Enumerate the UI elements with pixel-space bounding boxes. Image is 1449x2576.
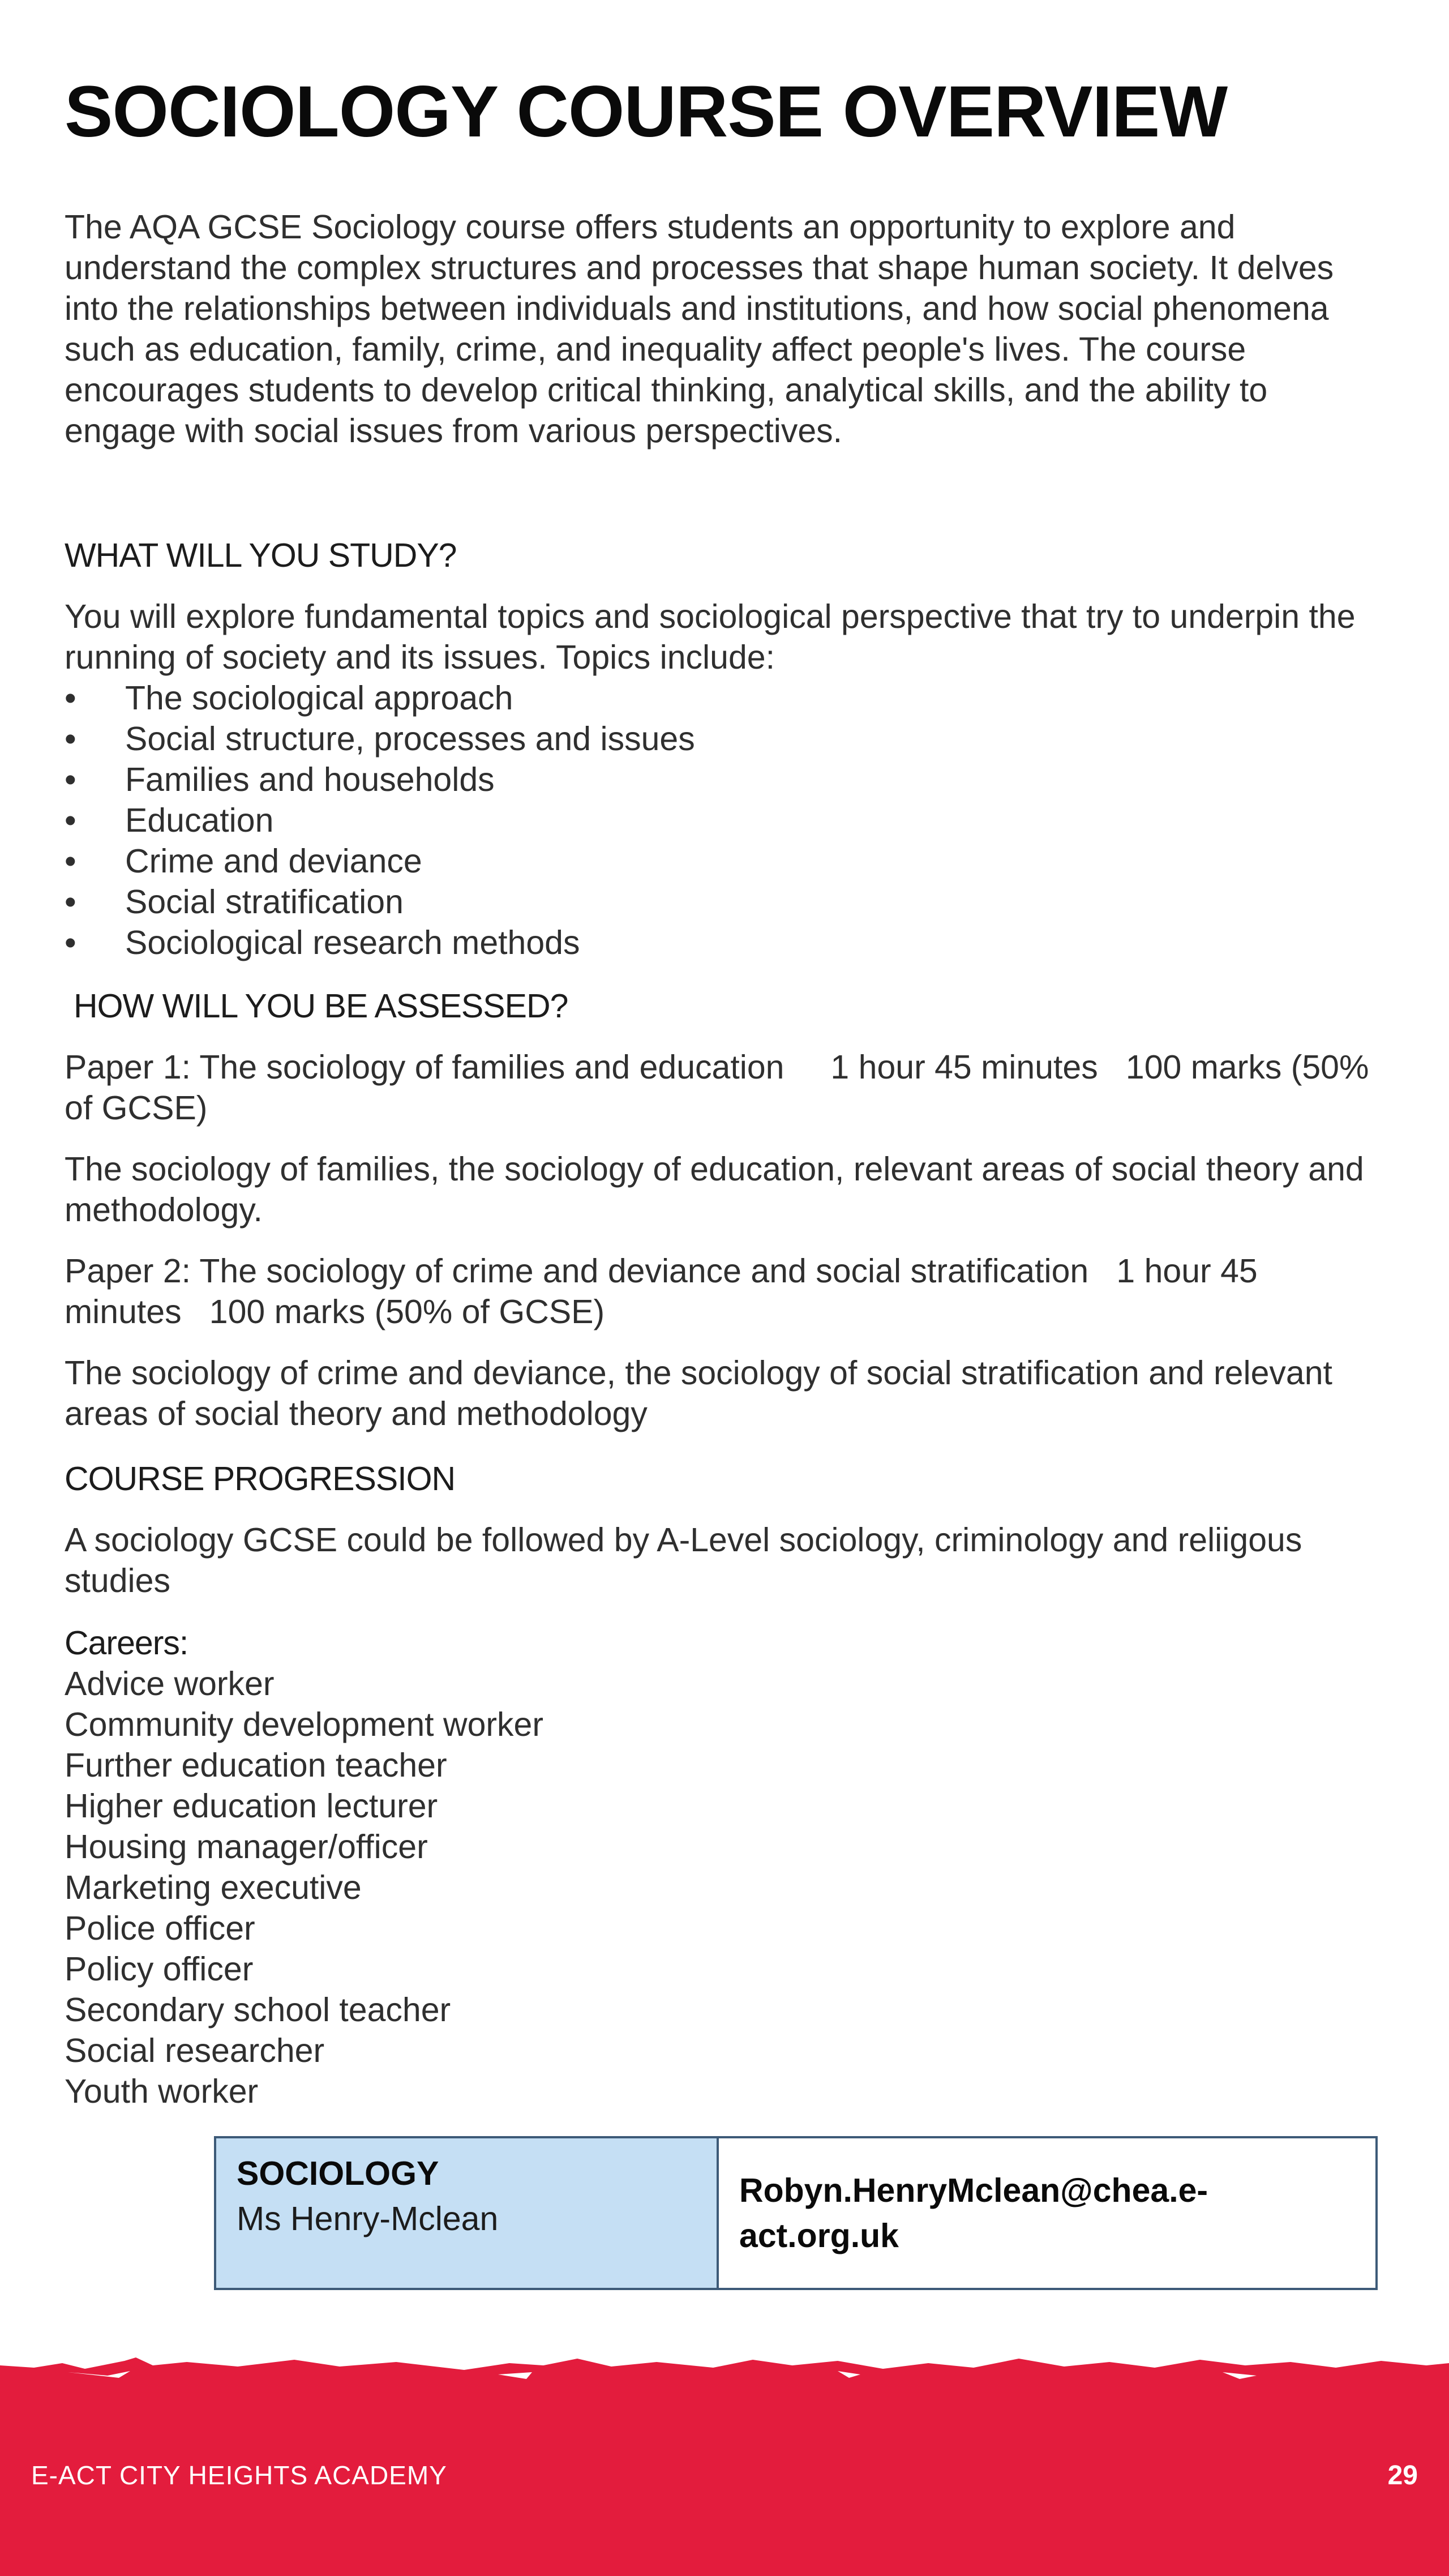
progression-section — [65, 1458, 1383, 1601]
topics-list — [65, 678, 1383, 963]
list-item: • Education — [65, 800, 1383, 841]
list-item: Police officer — [65, 1910, 255, 1947]
contact-email[interactable]: Robyn.HenryMclean@chea.e-act.org.uk — [739, 2172, 1208, 2254]
list-item: Further education teacher — [65, 1747, 447, 1784]
list-item: Housing manager/officer — [65, 1828, 428, 1865]
contact-subject-cell — [216, 2138, 719, 2288]
list-item: Secondary school teacher — [65, 1991, 451, 2029]
contact-subject: SOCIOLOGY — [237, 2155, 439, 2192]
study-heading: WHAT WILL YOU STUDY? — [65, 537, 457, 574]
bullet-icon: • — [65, 679, 76, 717]
contact-teacher: Ms Henry-Mclean — [237, 2200, 499, 2237]
list-item: • Crime and deviance — [65, 841, 1383, 882]
careers-heading: Careers: — [65, 1624, 188, 1662]
bullet-icon: • — [65, 924, 76, 961]
bullet-icon: • — [65, 802, 76, 839]
careers-list — [65, 1663, 1383, 2112]
paper2-text: Paper 2: The sociology of crime and deviance and social stratification 1 hour 45 minutes 100 marks (50% of GCSE) — [65, 1252, 1267, 1330]
list-item: • Families and households — [65, 759, 1383, 800]
page-number: 29 — [1387, 2461, 1418, 2491]
paper2-description: The sociology of crime and deviance, the sociology of social stratification and relevant areas of social theory and methodology — [65, 1354, 1332, 1432]
contact-table — [214, 2136, 1378, 2290]
bullet-icon: • — [65, 761, 76, 798]
careers-section — [65, 1623, 1383, 2112]
study-text: You will explore fundamental topics and sociological perspective that try to underpin the running of society and its issues. Topics include: — [65, 598, 1356, 676]
list-item: Higher education lecturer — [65, 1787, 438, 1825]
list-item: Youth worker — [65, 2073, 259, 2110]
assessment-heading: HOW WILL YOU BE ASSESSED? — [74, 987, 568, 1025]
bullet-icon: • — [65, 883, 76, 921]
list-item: • Social stratification — [65, 882, 1383, 922]
paper1-text: Paper 1: The sociology of families and education 1 hour 45 minutes 100 marks (50% of GCSE) — [65, 1049, 1378, 1127]
intro-text: The AQA GCSE Sociology course offers students an opportunity to explore and understand the complex structures and processes that shape human society. It delves into the relationships between individuals and institutions, and how social phenomena such as education, family, crime, and inequality affect people's lives. The course encourages students to develop critical thinking, analytical skills, and the ability to engage with social issues from various perspectives. — [65, 208, 1334, 450]
list-item: Advice worker — [65, 1665, 275, 1702]
progression-heading: COURSE PROGRESSION — [65, 1460, 456, 1497]
list-item: Policy officer — [65, 1950, 254, 1988]
intro-paragraph — [65, 207, 1383, 451]
list-item: • Sociological research methods — [65, 922, 1383, 963]
list-item: • The sociological approach — [65, 678, 1383, 718]
study-section — [65, 535, 1383, 963]
paper1-description: The sociology of families, the sociology of education, relevant areas of social theory and methodology. — [65, 1150, 1364, 1229]
list-item: Community development worker — [65, 1706, 543, 1743]
footer-school-name: E-ACT CITY HEIGHTS ACADEMY — [31, 2461, 447, 2490]
bullet-icon: • — [65, 720, 76, 758]
contact-email-cell — [719, 2138, 1375, 2288]
progression-text: A sociology GCSE could be followed by A-Level sociology, criminology and reliigous studies — [65, 1521, 1302, 1599]
page-title: SOCIOLOGY COURSE OVERVIEW — [65, 71, 1228, 152]
assessment-section — [65, 986, 1383, 1434]
bullet-icon: • — [65, 842, 76, 880]
list-item: • Social structure, processes and issues — [65, 718, 1383, 759]
list-item: Social researcher — [65, 2032, 325, 2069]
list-item: Marketing executive — [65, 1869, 362, 1906]
